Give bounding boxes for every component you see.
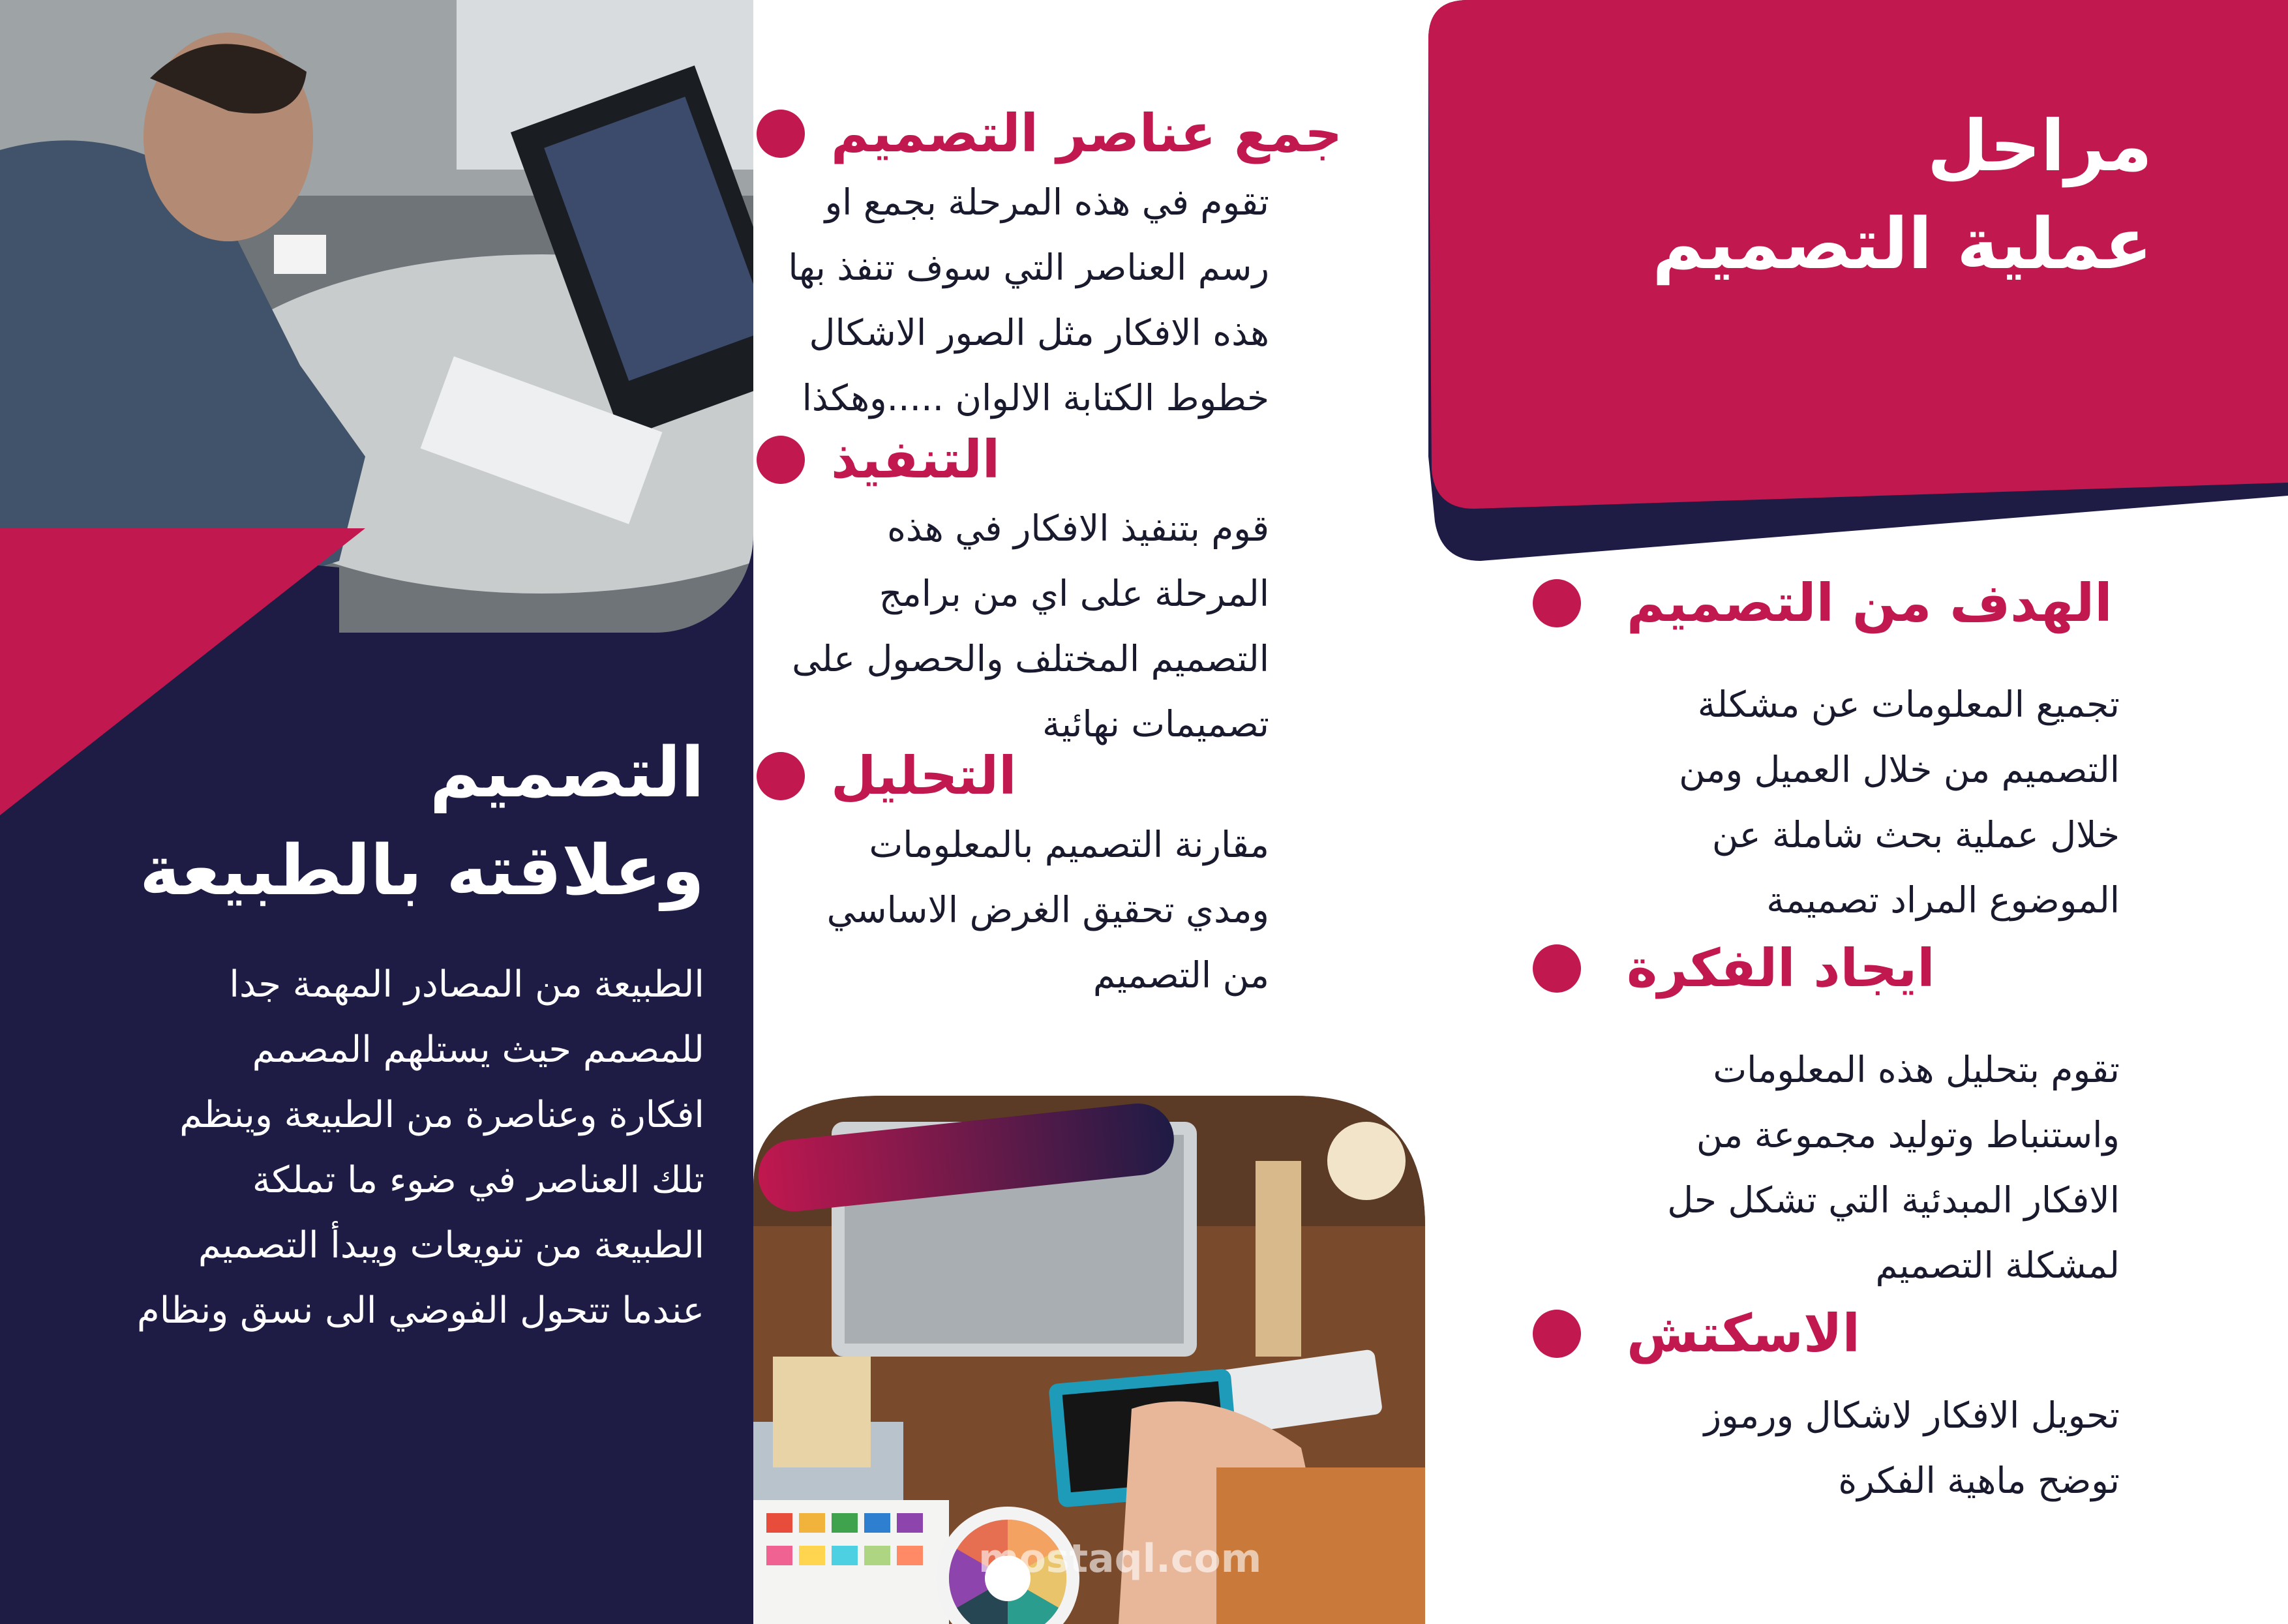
section-line: رسم العناصر التي سوف تنفذ بها xyxy=(788,247,1269,288)
left-body-line: افكارة وعناصرة من الطبيعة وينظم xyxy=(179,1094,704,1136)
left-body-line: الطبيعة من تنويعات ويبدأ التصميم xyxy=(198,1224,704,1267)
left-body-line: تلك العناصر في ضوء ما تملكة xyxy=(252,1159,704,1201)
color-swatch-grid xyxy=(753,1500,949,1624)
section-body xyxy=(1533,1383,2191,1513)
bullet-dot-icon xyxy=(757,752,805,800)
watermark: mostaql.com xyxy=(978,1536,1262,1582)
left-body-line: عندما تتحول الفوضي الى نسق ونظام xyxy=(137,1289,704,1332)
section-line: خطوط الكتابة الالوان .....وهكذا xyxy=(802,377,1269,419)
section-line: الافكار المبدئية التي تشكل حل xyxy=(1667,1179,2120,1221)
section-line: التصميم المختلف والحصول على xyxy=(792,638,1269,680)
section-execution xyxy=(757,424,1344,757)
section-heading: الهدف من التصميم xyxy=(1627,573,2113,633)
banner-title-line-2: عملية التصميم xyxy=(1652,203,2152,285)
section-sketch xyxy=(1533,1298,2191,1513)
banner-title xyxy=(1500,98,2152,293)
section-line: تصميمات نهائية xyxy=(1042,703,1269,745)
section-line: لمشكلة التصميم xyxy=(1875,1244,2120,1286)
section-line: تجميع المعلومات عن مشكلة xyxy=(1697,684,2120,725)
section-heading-row xyxy=(757,98,1344,170)
section-body xyxy=(757,496,1344,757)
section-heading: الاسكتش xyxy=(1627,1303,1860,1364)
section-heading-row xyxy=(1533,1298,2191,1370)
section-line: ومدي تحقيق الغرض الاساسي xyxy=(826,889,1269,931)
left-title-line-2: وعلاقته بالطبيعة xyxy=(140,830,704,910)
bullet-dot-icon xyxy=(1533,944,1581,993)
section-body xyxy=(757,812,1344,1008)
section-body xyxy=(1533,1037,2191,1298)
left-body-line: الطبيعة من المصادر المهمة جدا xyxy=(229,963,704,1006)
section-line: توضح ماهية الفكرة xyxy=(1838,1460,2120,1501)
section-heading-row xyxy=(757,424,1344,496)
section-analysis xyxy=(757,740,1344,1008)
section-line: واستنباط وتوليد مجموعة من xyxy=(1696,1114,2120,1156)
section-line: من التصميم xyxy=(1092,954,1269,996)
section-line: التصميم من خلال العميل ومن xyxy=(1679,749,2120,790)
section-heading-row xyxy=(1533,567,2191,639)
section-line: تقوم بتحليل هذه المعلومات xyxy=(1713,1049,2120,1090)
left-title xyxy=(52,724,704,920)
section-collect-elements xyxy=(757,98,1344,430)
left-title-line-1: التصميم xyxy=(429,732,704,813)
section-heading-row xyxy=(757,740,1344,812)
section-body xyxy=(757,170,1344,430)
section-heading: جمع عناصر التصميم xyxy=(831,103,1343,164)
section-line: الموضوع المراد تصميمة xyxy=(1766,879,2120,921)
section-line: مقارنة التصميم بالمعلومات xyxy=(869,824,1269,865)
bullet-dot-icon xyxy=(1533,1310,1581,1358)
bullet-dot-icon xyxy=(757,436,805,484)
bullet-dot-icon xyxy=(757,110,805,158)
section-heading-row xyxy=(1533,933,2191,1004)
bullet-dot-icon xyxy=(1533,579,1581,627)
section-line: تحويل الافكار لاشكال ورموز xyxy=(1704,1394,2120,1436)
section-line: المرحلة على اي من برامج xyxy=(879,573,1269,614)
banner-title-line-1: مراحل xyxy=(1927,106,2152,187)
section-line: تقوم في هذه المرحلة بجمع او xyxy=(824,181,1269,223)
left-body-line: للمصمم حيث يستلهم المصمم xyxy=(252,1029,704,1071)
section-body xyxy=(1533,672,2191,933)
section-heading: ايجاد الفكرة xyxy=(1627,938,1935,999)
section-heading: التنفيذ xyxy=(831,429,1001,490)
section-heading: التحليل xyxy=(831,745,1017,806)
section-line: هذه الافكار مثل الصور الاشكال xyxy=(809,312,1269,353)
section-line: قوم بتنفيذ الافكار في هذه xyxy=(887,507,1269,549)
section-line: خلال عملية بحث شاملة عن xyxy=(1711,814,2120,856)
section-design-goal xyxy=(1533,567,2191,933)
left-body xyxy=(52,952,704,1344)
section-finding-idea xyxy=(1533,933,2191,1298)
